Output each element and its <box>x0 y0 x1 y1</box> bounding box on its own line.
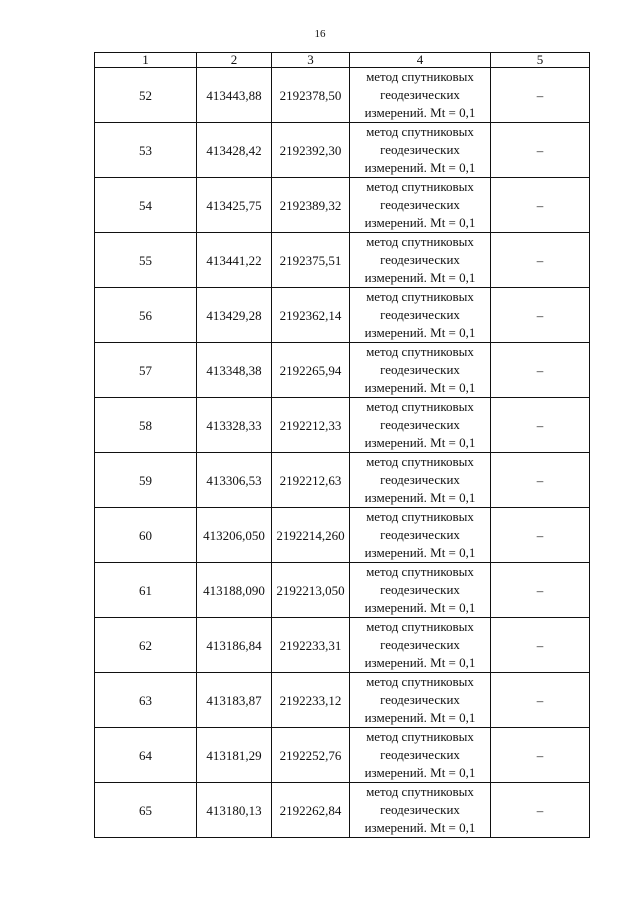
coord-x-cell: 413428,42 <box>197 123 272 178</box>
method-line: геодезических <box>380 472 460 487</box>
coord-y-cell: 2192389,32 <box>272 178 350 233</box>
method-line: метод спутниковых <box>366 729 474 744</box>
point-number-cell: 60 <box>95 508 197 563</box>
note-cell: – <box>491 178 590 233</box>
coord-y-cell: 2192392,30 <box>272 123 350 178</box>
method-cell <box>350 123 491 178</box>
method-line: метод спутниковых <box>366 344 474 359</box>
table-body <box>95 68 590 838</box>
coord-x-cell: 413186,84 <box>197 618 272 673</box>
point-number-cell: 54 <box>95 178 197 233</box>
note-cell: – <box>491 233 590 288</box>
note-cell: – <box>491 728 590 783</box>
note-cell: – <box>491 343 590 398</box>
point-number-cell: 64 <box>95 728 197 783</box>
method-line: измерений. Mt = 0,1 <box>364 105 476 120</box>
coord-x-cell: 413429,28 <box>197 288 272 343</box>
coord-x-cell: 413181,29 <box>197 728 272 783</box>
coord-y-cell: 2192375,51 <box>272 233 350 288</box>
header-col-4: 4 <box>350 53 491 68</box>
method-line: метод спутниковых <box>366 509 474 524</box>
method-line: измерений. Mt = 0,1 <box>364 545 476 560</box>
coord-x-cell: 413180,13 <box>197 783 272 838</box>
method-cell <box>350 288 491 343</box>
note-cell: – <box>491 783 590 838</box>
method-line: геодезических <box>380 692 460 707</box>
method-line: метод спутниковых <box>366 784 474 799</box>
coord-x-cell: 413306,53 <box>197 453 272 508</box>
table-row <box>95 618 590 673</box>
table-row <box>95 453 590 508</box>
method-line: метод спутниковых <box>366 454 474 469</box>
table-row <box>95 68 590 123</box>
method-line: геодезических <box>380 252 460 267</box>
point-number-cell: 63 <box>95 673 197 728</box>
point-number-cell: 52 <box>95 68 197 123</box>
page-number: 16 <box>314 28 326 40</box>
method-cell <box>350 673 491 728</box>
method-cell <box>350 618 491 673</box>
coord-y-cell: 2192233,31 <box>272 618 350 673</box>
table-row <box>95 288 590 343</box>
note-cell: – <box>491 288 590 343</box>
method-line: измерений. Mt = 0,1 <box>364 325 476 340</box>
method-line: геодезических <box>380 527 460 542</box>
header-col-5: 5 <box>491 53 590 68</box>
table-row <box>95 343 590 398</box>
method-line: геодезических <box>380 307 460 322</box>
table-row <box>95 123 590 178</box>
coord-x-cell: 413188,090 <box>197 563 272 618</box>
coord-y-cell: 2192378,50 <box>272 68 350 123</box>
method-line: измерений. Mt = 0,1 <box>364 215 476 230</box>
point-number-cell: 57 <box>95 343 197 398</box>
note-cell: – <box>491 453 590 508</box>
point-number-cell: 59 <box>95 453 197 508</box>
coord-x-cell: 413425,75 <box>197 178 272 233</box>
method-line: геодезических <box>380 197 460 212</box>
coord-y-cell: 2192212,33 <box>272 398 350 453</box>
point-number-cell: 55 <box>95 233 197 288</box>
table-row <box>95 673 590 728</box>
note-cell: – <box>491 398 590 453</box>
method-line: геодезических <box>380 417 460 432</box>
method-line: метод спутниковых <box>366 124 474 139</box>
method-line: измерений. Mt = 0,1 <box>364 270 476 285</box>
table-row <box>95 563 590 618</box>
method-line: геодезических <box>380 637 460 652</box>
point-number-cell: 61 <box>95 563 197 618</box>
coord-y-cell: 2192262,84 <box>272 783 350 838</box>
header-col-1: 1 <box>95 53 197 68</box>
method-cell <box>350 453 491 508</box>
method-line: метод спутниковых <box>366 234 474 249</box>
coord-y-cell: 2192213,050 <box>272 563 350 618</box>
point-number-cell: 65 <box>95 783 197 838</box>
coord-y-cell: 2192212,63 <box>272 453 350 508</box>
method-cell <box>350 508 491 563</box>
table-row <box>95 178 590 233</box>
coord-x-cell: 413328,33 <box>197 398 272 453</box>
method-cell <box>350 178 491 233</box>
method-cell <box>350 398 491 453</box>
coord-y-cell: 2192252,76 <box>272 728 350 783</box>
table-row <box>95 783 590 838</box>
method-line: измерений. Mt = 0,1 <box>364 765 476 780</box>
header-col-2: 2 <box>197 53 272 68</box>
coord-y-cell: 2192362,14 <box>272 288 350 343</box>
point-number-cell: 53 <box>95 123 197 178</box>
method-line: измерений. Mt = 0,1 <box>364 820 476 835</box>
method-line: измерений. Mt = 0,1 <box>364 435 476 450</box>
coord-x-cell: 413443,88 <box>197 68 272 123</box>
method-line: геодезических <box>380 87 460 102</box>
method-line: геодезических <box>380 362 460 377</box>
method-line: метод спутниковых <box>366 179 474 194</box>
method-cell <box>350 783 491 838</box>
method-line: геодезических <box>380 142 460 157</box>
note-cell: – <box>491 508 590 563</box>
coordinates-table <box>94 52 590 838</box>
method-line: метод спутниковых <box>366 619 474 634</box>
method-cell <box>350 728 491 783</box>
method-line: геодезических <box>380 747 460 762</box>
method-line: метод спутниковых <box>366 69 474 84</box>
method-cell <box>350 563 491 618</box>
method-line: измерений. Mt = 0,1 <box>364 710 476 725</box>
coord-y-cell: 2192214,260 <box>272 508 350 563</box>
note-cell: – <box>491 618 590 673</box>
header-col-3: 3 <box>272 53 350 68</box>
coord-x-cell: 413348,38 <box>197 343 272 398</box>
table-row <box>95 233 590 288</box>
method-line: измерений. Mt = 0,1 <box>364 490 476 505</box>
method-line: метод спутниковых <box>366 674 474 689</box>
coord-x-cell: 413183,87 <box>197 673 272 728</box>
table-row <box>95 728 590 783</box>
method-cell <box>350 343 491 398</box>
coord-x-cell: 413206,050 <box>197 508 272 563</box>
note-cell: – <box>491 673 590 728</box>
method-cell <box>350 68 491 123</box>
method-line: геодезических <box>380 802 460 817</box>
point-number-cell: 58 <box>95 398 197 453</box>
coord-y-cell: 2192265,94 <box>272 343 350 398</box>
point-number-cell: 62 <box>95 618 197 673</box>
method-line: метод спутниковых <box>366 289 474 304</box>
note-cell: – <box>491 123 590 178</box>
method-line: измерений. Mt = 0,1 <box>364 600 476 615</box>
table-row <box>95 398 590 453</box>
method-line: геодезических <box>380 582 460 597</box>
method-line: измерений. Mt = 0,1 <box>364 160 476 175</box>
coord-x-cell: 413441,22 <box>197 233 272 288</box>
note-cell: – <box>491 68 590 123</box>
point-number-cell: 56 <box>95 288 197 343</box>
header-row <box>95 53 590 68</box>
method-line: измерений. Mt = 0,1 <box>364 655 476 670</box>
method-line: метод спутниковых <box>366 564 474 579</box>
method-cell <box>350 233 491 288</box>
note-cell: – <box>491 563 590 618</box>
coord-y-cell: 2192233,12 <box>272 673 350 728</box>
table-row <box>95 508 590 563</box>
method-line: измерений. Mt = 0,1 <box>364 380 476 395</box>
method-line: метод спутниковых <box>366 399 474 414</box>
